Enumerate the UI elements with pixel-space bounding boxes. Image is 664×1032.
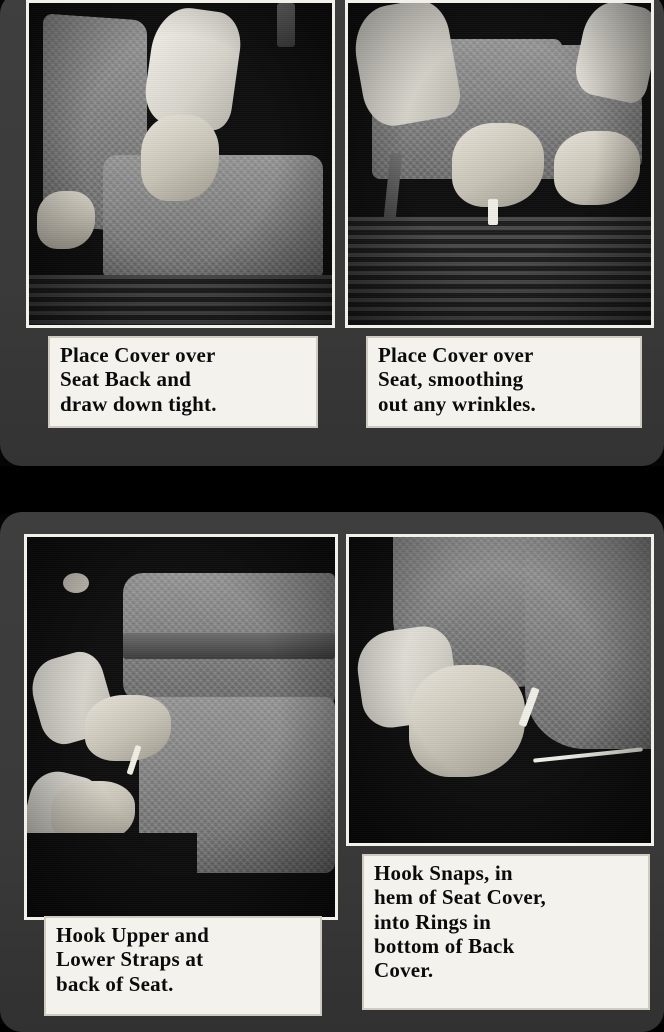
panel-1-caption — [48, 336, 318, 428]
panel-4-caption — [362, 854, 650, 1010]
panel-3-caption-line-1: Hook Upper and — [56, 923, 209, 947]
panel-4-caption-line-4: bottom of Back — [374, 934, 515, 959]
panel-1-caption-line-1: Place Cover over — [60, 343, 216, 367]
panel-4-photo — [346, 534, 654, 846]
panel-4-caption-line-1: Hook Snaps, in — [374, 861, 513, 885]
panel-2-caption-line-3: out any wrinkles. — [378, 391, 537, 416]
instruction-card-bottom — [0, 512, 664, 1032]
card-gutter — [0, 466, 664, 514]
panel-1-caption-line-3: draw down tight. — [60, 391, 217, 416]
panel-1-photo — [26, 0, 335, 328]
panel-1-caption-line-2: Seat Back and — [60, 367, 191, 392]
panel-3-caption-line-3: back of Seat. — [56, 971, 174, 996]
panel-4-caption-line-3: into Rings in — [374, 909, 491, 934]
panel-3-caption-line-2: Lower Straps at — [56, 947, 204, 972]
panel-2-photo — [345, 0, 654, 328]
panel-3-caption — [44, 916, 322, 1016]
panel-4-caption-line-5: Cover. — [374, 958, 434, 983]
panel-2-caption — [366, 336, 642, 428]
panel-4-caption-line-2: hem of Seat Cover, — [374, 885, 546, 910]
panel-3-photo — [24, 534, 338, 920]
panel-2-caption-line-2: Seat, smoothing — [378, 367, 524, 392]
instruction-card-top — [0, 0, 664, 466]
panel-2-caption-line-1: Place Cover over — [378, 343, 534, 367]
